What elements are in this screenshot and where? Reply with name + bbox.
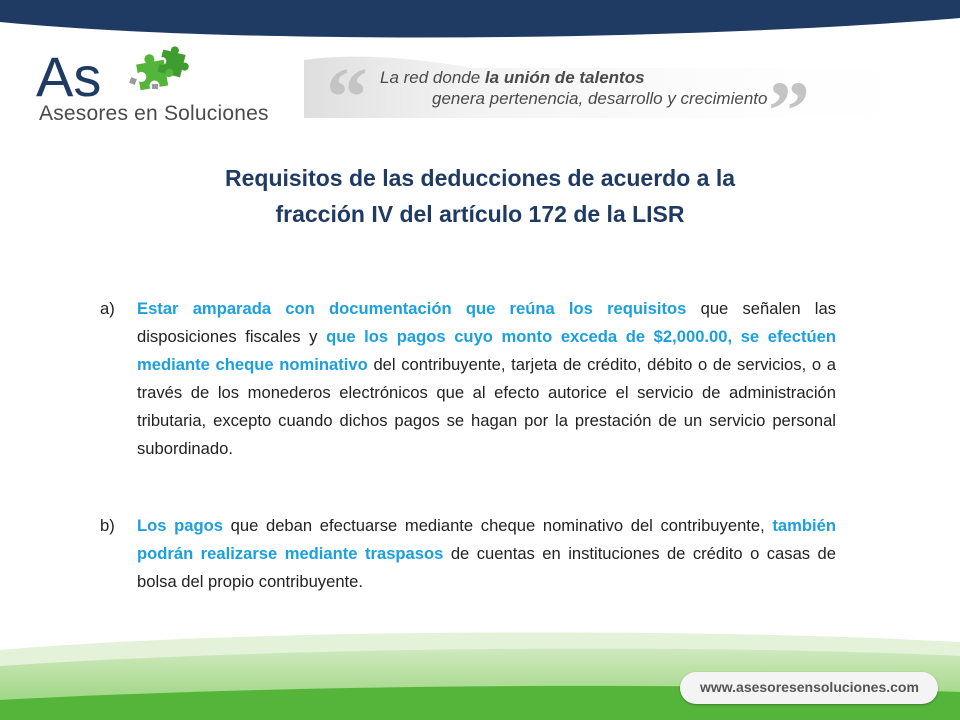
- requirement-item-b: [100, 512, 836, 596]
- list-marker: a): [100, 299, 115, 318]
- highlighted-text: también podrán realizarse mediante traspasos: [137, 516, 837, 563]
- open-quote-mark: “: [326, 51, 368, 144]
- tagline-line-1: La red donde la unión de talentos: [380, 68, 645, 87]
- puzzle-icon: [129, 44, 193, 90]
- company-logo: [34, 44, 284, 134]
- logo-letters: As: [36, 45, 102, 104]
- logo-mark: [34, 44, 284, 104]
- close-quote-mark: ”: [768, 65, 810, 158]
- body-text: que señalen las disposiciones fiscales y: [137, 299, 837, 346]
- highlighted-text: que los pagos cuyo monto exceda de $2,000.00, se efectúen mediante cheque nominativo: [137, 327, 836, 374]
- title-line-2: fracción IV del artículo 172 de la LISR: [275, 201, 685, 227]
- highlighted-text: Los pagos: [137, 516, 224, 535]
- requirement-item-a: [100, 295, 836, 463]
- company-name: Asesores en Soluciones: [39, 102, 269, 125]
- tagline-line-2: genera pertenencia, desarrollo y crecimiento: [432, 89, 768, 108]
- title-line-1: Requisitos de las deducciones de acuerdo a la: [225, 165, 735, 191]
- header-band: [0, 0, 960, 40]
- body-text: de cuentas en instituciones de crédito o casas de bolsa del propio contribuyente.: [137, 544, 837, 591]
- body-text: del contribuyente, tarjeta de crédito, débito o de servicios, o a través de los monederos electrónicos que al efecto autorice el servicio de administración tributaria, excepto cuando dichos pagos se hagan por la prestación de un servicio personal subordinado.: [137, 355, 836, 458]
- footer-band: [0, 620, 960, 720]
- highlighted-text: Estar amparada con documentación que reúna los requisitos: [137, 299, 687, 318]
- slide-title: [120, 160, 840, 232]
- website-link[interactable]: www.asesoresensoluciones.com: [700, 679, 919, 695]
- list-marker: b): [100, 516, 115, 535]
- body-text: que deban efectuarse mediante cheque nominativo del contribuyente,: [223, 516, 773, 535]
- requirement-text: [137, 512, 836, 596]
- requirement-text: [137, 295, 836, 463]
